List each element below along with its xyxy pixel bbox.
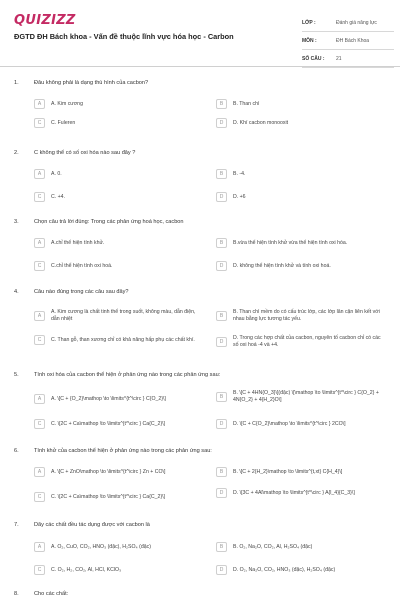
question-text: Cho các chất: [34,591,69,597]
option-c[interactable] [34,118,75,128]
option-letter: A [34,467,45,477]
option-letter: C [34,192,45,202]
question-text: Câu nào đúng trong các câu sau đây? [34,289,129,295]
option-letter: C [34,118,45,128]
option-d[interactable] [216,335,383,349]
option-letter: D [216,261,227,271]
meta-value: 21 [336,55,342,62]
option-letter: A [34,394,45,404]
option-a[interactable] [34,467,165,477]
option-letter: D [216,337,227,347]
worksheet-meta [302,14,394,68]
meta-key: LỚP : [302,19,316,26]
option-text: D. \[C + C{O_2}\mathop \to \limits^{t^\circ } 2CO\] [233,420,346,427]
option-text: B. \[C + 4HN{O_3}\](đặc) \[\mathop \to \limits^{t^\circ } C{O_2} + 4N{O_2} + 4{H_2}O\] [233,390,379,403]
option-c[interactable] [34,261,112,271]
option-letter: A [34,311,45,321]
option-text: C. Than gỗ, than xương chỉ có khả năng hấp phụ các chất khí. [51,336,195,343]
option-letter: A [34,238,45,248]
option-c[interactable] [34,419,165,429]
option-d[interactable] [216,419,346,429]
question-text: Chọn câu trả lời đúng: Trong các phản ứng hoá học, cacbon [34,219,184,225]
option-b[interactable] [216,467,342,477]
option-letter: D [216,488,227,498]
option-letter: C [34,419,45,429]
option-letter: C [34,492,45,502]
option-d[interactable] [216,118,288,128]
quizizz-logo: QUIZIZZ [14,13,76,28]
option-letter: D [216,118,227,128]
option-text: A. Kim cương là chất tinh thể trong suốt, không màu, dẫn điện, dẫn nhiệt [51,309,196,322]
option-d[interactable] [216,565,335,575]
option-text: C. Fuleren [51,119,76,126]
option-a[interactable] [34,238,104,248]
option-letter: B [216,311,227,321]
meta-value: ĐH Bách Khoa [336,37,370,44]
meta-row-subject [302,32,394,50]
option-b[interactable] [216,309,383,323]
option-text: B. O₂, Na₂O, CO₂, Al, H₂SO₄ (đặc) [233,543,313,550]
option-text: B.vừa thể hiện tính khử vừa thể hiện tính oxi hóa. [233,239,348,246]
option-text: D. \[3C + 4Al\mathop \to \limits^{t^\circ } A{l_4}{C_3}\] [233,489,355,496]
option-d[interactable] [216,192,246,202]
option-text: D. Khí cacbon monooxit [233,119,289,126]
question-number: 7. [14,522,19,528]
option-letter: C [34,335,45,345]
option-b[interactable] [216,99,259,109]
option-letter: B [216,99,227,109]
option-letter: A [34,542,45,552]
question-number: 4. [14,289,19,295]
option-text: A. \[C + ZnO\mathop \to \limits^{t^\circ } Zn + CO\] [51,468,166,475]
option-text: B. Than chì mềm do có cấu trúc lớp, các lớp lân cận liên kết với nhau bằng lực tương tác yếu. [233,309,380,322]
option-text: B. Than chì [233,100,260,107]
option-letter: C [34,565,45,575]
option-text: A. 0. [51,170,62,177]
question-number: 6. [14,448,19,454]
option-a[interactable] [34,394,166,404]
option-text: C. O₂, H₂, CO₂, Al, HCl, KClO₃ [51,566,122,573]
meta-row-class [302,14,394,32]
option-a[interactable] [34,542,151,552]
worksheet-header [0,0,400,66]
option-text: A.chỉ thể hiện tính khử. [51,239,105,246]
question-number: 3. [14,219,19,225]
option-b[interactable] [216,169,245,179]
option-letter: B [216,169,227,179]
header-divider [0,66,400,67]
option-text: B. -4. [233,170,246,177]
option-text: D. +6 [233,193,246,200]
option-text: D. O₂, Na₂O, CO₂, HNO₃ (đặc), H₂SO₄ (đặc) [233,566,336,573]
option-text: D. không thể hiện tính khử và tính oxi hoá. [233,262,331,269]
question-number: 1. [14,80,19,86]
option-text: C.chỉ thể hiện tính oxi hoá. [51,262,113,269]
option-letter: D [216,192,227,202]
question-text: Dãy các chất đều tác dụng được với cacbon là [34,522,150,528]
option-letter: A [34,169,45,179]
option-letter: B [216,238,227,248]
option-letter: B [216,467,227,477]
question-text: Đâu không phải là dạng thù hình của cacbon? [34,80,149,86]
option-text: D. Trong các hợp chất của cacbon, nguyên tố cacbon chỉ có các số oxi hoá -4 và +4. [233,335,381,348]
option-c[interactable] [34,335,201,345]
option-d[interactable] [216,261,331,271]
option-text: A. Kim cương [51,100,83,107]
meta-value: Đánh giá năng lực [336,19,377,26]
meta-key: SỐ CÂU : [302,55,325,62]
option-text: C. \[2C + Ca\mathop \to \limits^{t^\circ } Ca{C_2}\] [51,420,165,427]
option-text: C. \[2C + Ca\mathop \to \limits^{t^\circ } Ca{C_2}\] [51,493,165,500]
option-a[interactable] [34,309,201,323]
worksheet-title: ĐGTD ĐH Bách khoa - Vấn đề thuộc lĩnh vực hóa học - Carbon [14,32,234,41]
option-b[interactable] [216,390,383,404]
question-text: Tính oxi hóa của cacbon thể hiện ở phản ứng nào trong các phản ứng sau: [34,372,221,378]
question-number: 5. [14,372,19,378]
option-a[interactable] [34,169,62,179]
option-d[interactable] [216,488,383,498]
option-a[interactable] [34,99,83,109]
option-c[interactable] [34,492,165,502]
option-c[interactable] [34,565,121,575]
option-b[interactable] [216,238,347,248]
question-number: 8. [14,591,19,597]
option-b[interactable] [216,542,312,552]
option-text: B. \[C + 2{H_2}\mathop \to \limits^{t,xt} C{H_4}\] [233,468,343,475]
option-c[interactable] [34,192,65,202]
option-letter: D [216,565,227,575]
option-letter: D [216,419,227,429]
option-text: A. O₂, CuO, CO₂, HNO₃ (đặc), H₂SO₄ (đặc) [51,543,151,550]
meta-key: MÔN : [302,37,317,44]
option-letter: B [216,542,227,552]
option-letter: B [216,392,227,402]
option-text: C. +4. [51,193,65,200]
option-letter: C [34,261,45,271]
question-number: 2. [14,150,19,156]
option-letter: A [34,99,45,109]
question-text: Tính khử của cacbon thể hiện ở phản ứng nào trong các phản ứng sau: [34,448,212,454]
option-text: A. \[C + {O_2}\mathop \to \limits^{t^\circ } C{O_2}\] [51,395,166,402]
question-text: C không thể có số oxi hóa nào sau đây ? [34,150,136,156]
